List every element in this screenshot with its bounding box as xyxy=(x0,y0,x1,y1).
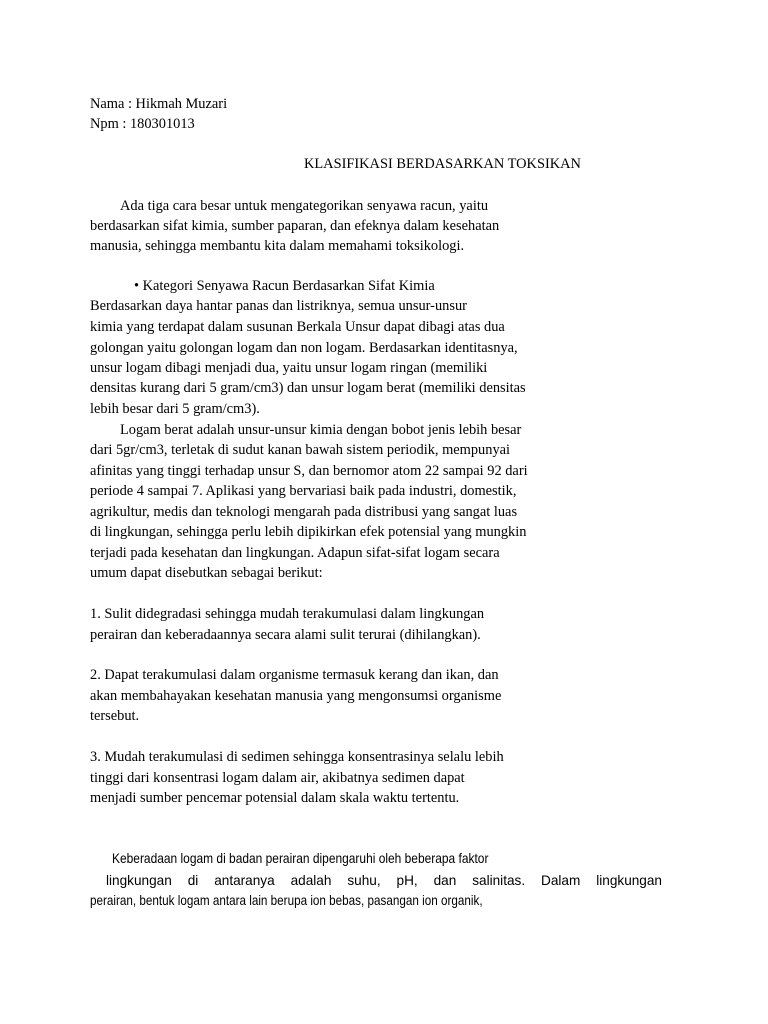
list-item-3-line: menjadi sumber pencemar potensial dalam skala waktu tertentu. xyxy=(90,790,460,806)
paragraph-line: terjadi pada kesehatan dan lingkungan. Adapun sifat-sifat logam secara xyxy=(90,545,500,561)
closing-word: adalah xyxy=(290,873,332,888)
document-title: KLASIFIKASI BERDASARKAN TOKSIKAN xyxy=(304,156,581,172)
section-heading: • Kategori Senyawa Racun Berdasarkan Sifat Kimia xyxy=(134,278,435,294)
intro-line: berdasarkan sifat kimia, sumber paparan, dan efeknya dalam kesehatan xyxy=(90,218,500,234)
paragraph-line: agrikultur, medis dan teknologi mengarah pada distribusi yang sangat luas xyxy=(90,504,518,520)
paragraph-line: umum dapat disebutkan sebagai berikut: xyxy=(90,565,323,581)
closing-word: lingkungan xyxy=(106,873,172,888)
paragraph-line: unsur logam dibagi menjadi dua, yaitu unsur logam ringan (memiliki xyxy=(90,360,488,376)
intro-line: manusia, sehingga membantu kita dalam memahami toksikologi. xyxy=(90,238,465,254)
list-item-3-line: 3. Mudah terakumulasi di sedimen sehingga konsentrasinya selalu lebih xyxy=(90,749,504,765)
closing-word: pH, xyxy=(396,873,418,888)
paragraph-line: periode 4 sampai 7. Aplikasi yang bervariasi baik pada industri, domestik, xyxy=(90,483,517,499)
closing-word: suhu, xyxy=(347,873,381,888)
list-item-2-line: 2. Dapat terakumulasi dalam organisme termasuk kerang dan ikan, dan xyxy=(90,667,499,683)
closing-word: di xyxy=(187,873,199,888)
paragraph-line: di lingkungan, sehingga perlu lebih dipikirkan efek potensial yang mungkin xyxy=(90,524,527,540)
paragraph-line: lebih besar dari 5 gram/cm3). xyxy=(90,401,260,417)
closing-word: dan xyxy=(433,873,457,888)
list-item-1-line: 1. Sulit didegradasi sehingga mudah terakumulasi dalam lingkungan xyxy=(90,606,485,622)
name-line: Nama : Hikmah Muzari xyxy=(90,96,228,112)
paragraph-line: kimia yang terdapat dalam susunan Berkala Unsur dapat dibagi atas dua xyxy=(90,319,505,335)
npm-line: Npm : 180301013 xyxy=(90,116,195,132)
paragraph-line: Berdasarkan daya hantar panas dan listriknya, semua unsur-unsur xyxy=(90,298,467,314)
list-item-3-line: tinggi dari konsentrasi logam dalam air, akibatnya sedimen dapat xyxy=(90,770,465,786)
paragraph-line: dari 5gr/cm3, terletak di sudut kanan bawah sistem periodik, mempunyai xyxy=(90,442,511,458)
closing-word: Dalam xyxy=(541,873,581,888)
closing-word: antaranya xyxy=(214,873,275,888)
closing-line: Keberadaan logam di badan perairan dipengaruhi oleh beberapa faktor xyxy=(112,851,489,866)
closing-word: lingkungan xyxy=(596,873,662,888)
list-item-1-line: perairan dan keberadaannya secara alami sulit terurai (dihilangkan). xyxy=(90,627,481,643)
closing-line: perairan, bentuk logam antara lain berupa ion bebas, pasangan ion organik, xyxy=(90,893,483,908)
paragraph-line: afinitas yang tinggi terhadap unsur S, dan bernomor atom 22 sampai 92 dari xyxy=(90,463,528,479)
list-item-2-line: tersebut. xyxy=(90,708,140,724)
paragraph-line: golongan yaitu golongan logam dan non logam. Berdasarkan identitasnya, xyxy=(90,340,518,356)
closing-justified-line xyxy=(106,872,662,890)
paragraph-line: densitas kurang dari 5 gram/cm3) dan unsur logam berat (memiliki densitas xyxy=(90,380,526,396)
intro-line: Ada tiga cara besar untuk mengategorikan senyawa racun, yaitu xyxy=(120,198,489,214)
paragraph-line: Logam berat adalah unsur-unsur kimia dengan bobot jenis lebih besar xyxy=(120,422,522,438)
closing-word: salinitas. xyxy=(472,873,526,888)
list-item-2-line: akan membahayakan kesehatan manusia yang mengonsumsi organisme xyxy=(90,688,502,704)
